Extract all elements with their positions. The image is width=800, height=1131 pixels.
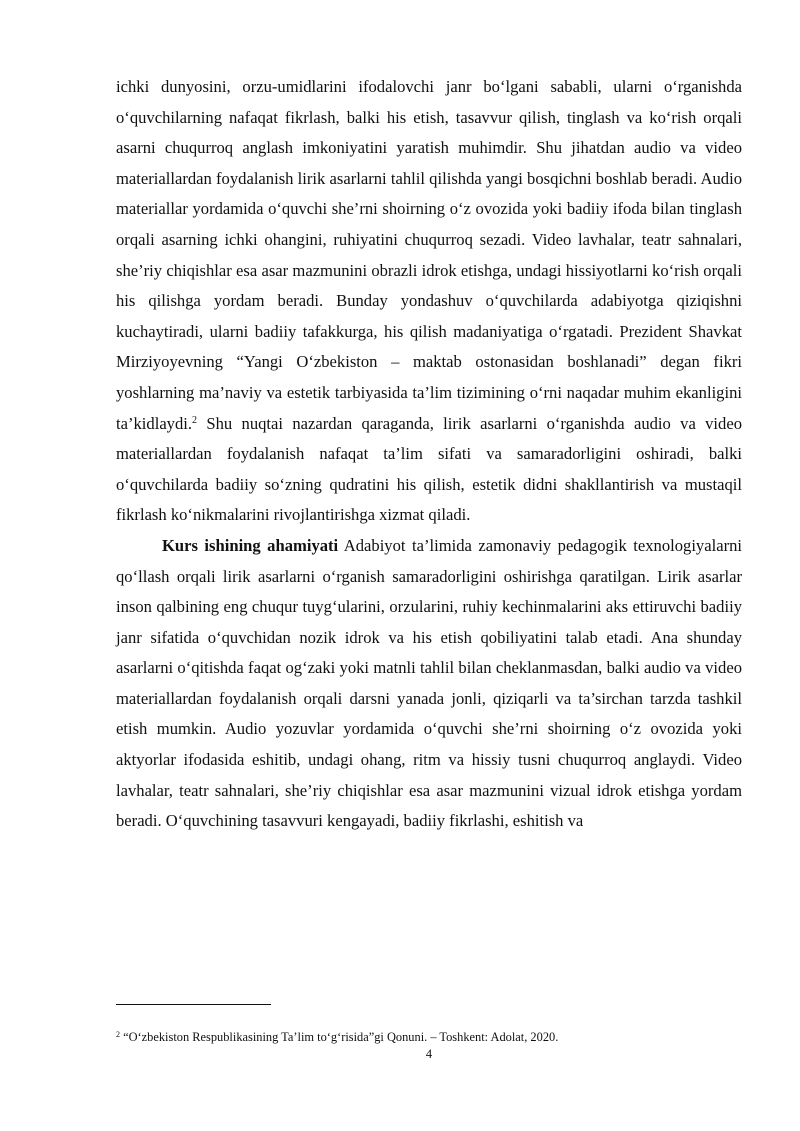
page-number: 4 [425, 1047, 433, 1061]
paragraph-1-text: ichki dunyosini, orzu-umidlarini ifodalovchi janr bo‘lgani sababli, ularni o‘rganishda o‘quvchilarning nafaqat fikrlash, balki his etish, tasavvur qilish, tinglash va ko‘rish orqali asarni chuqurroq anglash imkoniyatini yaratish muhimdir. Shu jihatdan audio va video materiallardan foydalanish lirik asarlarni tahlil qilishda yangi bosqichni boshlab beradi. Audio materiallar yordamida o‘quvchi she’rni shoirning o‘z ovozida yoki badiiy ifoda bilan tinglash orqali asarning ichki ohangini, ruhiyatini chuqurroq sezadi. Video lavhalar, teatr sahnalari, she’riy chiqishlar esa asar mazmunini obrazli idrok etishga, undagi hissiyotlarni ko‘rish orqali his qilishga yordam beradi. Bunday yondashuv o‘quvchilarda adabiyotga qiziqishni kuchaytiradi, ularni badiiy tafakkurga, his qilish madaniyatiga o‘rgatadi. Prezident Shavkat Mirziyoyevning “Yangi O‘zbekiston – maktab ostonasidan boshlanadi” degan fikri yoshlarning ma’naviy va estetik tarbiyasida ta’lim tizimining o‘rni naqadar muhim ekanligini ta’kidlaydi. [116, 77, 742, 433]
paragraph-2-text: Adabiyot ta’limida zamonaviy pedagogik texnologiyalarni qo‘llash orqali lirik asarlarni o‘rganish samaradorligini oshirishga qaratilgan. Lirik asarlar inson qalbining eng chuqur tuyg‘ularini, orzularini, ruhiy kechinmalarini aks ettiruvchi badiiy janr sifatida o‘quvchidan nozik idrok va his etish qobiliyatini talab etadi. Ana shunday asarlarni o‘qitishda faqat og‘zaki yoki matnli tahlil bilan cheklanmasdan, balki audio va video materiallardan foydalanish orqali darsni yanada jonli, qiziqarli va ta’sirchan tarzda tashkil etish mumkin. Audio yozuvlar yordamida o‘quvchi she’rni shoirning o‘z ovozida yoki aktyorlar ifodasida eshitib, undagi ohang, ritm va hissiy tusni chuqurroq anglaydi. Video lavhalar, teatr sahnalari, she’riy chiqishlar esa asar mazmunini vizual idrok etishga yordam beradi. O‘quvchining tasavvuri kengayadi, badiiy fikrlashi, eshitish va [116, 535, 742, 831]
footnote [116, 1029, 756, 1045]
paragraph-2 [116, 531, 742, 837]
section-heading: Kurs ishining ahamiyati [162, 535, 339, 555]
footnote-number: 2 [116, 1030, 120, 1039]
paragraph-1 [116, 72, 742, 531]
footnote-reference: 2 [192, 414, 198, 426]
body-text [116, 72, 742, 837]
paragraph-1-continuation: Shu nuqtai nazardan qaraganda, lirik asarlarni o‘rganishda audio va video materiallardan foydalanish nafaqat ta’lim sifati va samaradorligini oshiradi, balki o‘quvchilarda badiiy so‘zning qudratini his qilish, estetik didni shakllantirish va mustaqil fikrlash ko‘nikmalarini rivojlantirishga xizmat qiladi. [116, 413, 742, 525]
footnote-divider [116, 1004, 271, 1005]
footnote-text: “O‘zbekiston Respublikasining Ta’lim to‘g‘risida”gi Qonuni. – Toshkent: Adolat, 2020. [120, 1030, 559, 1044]
